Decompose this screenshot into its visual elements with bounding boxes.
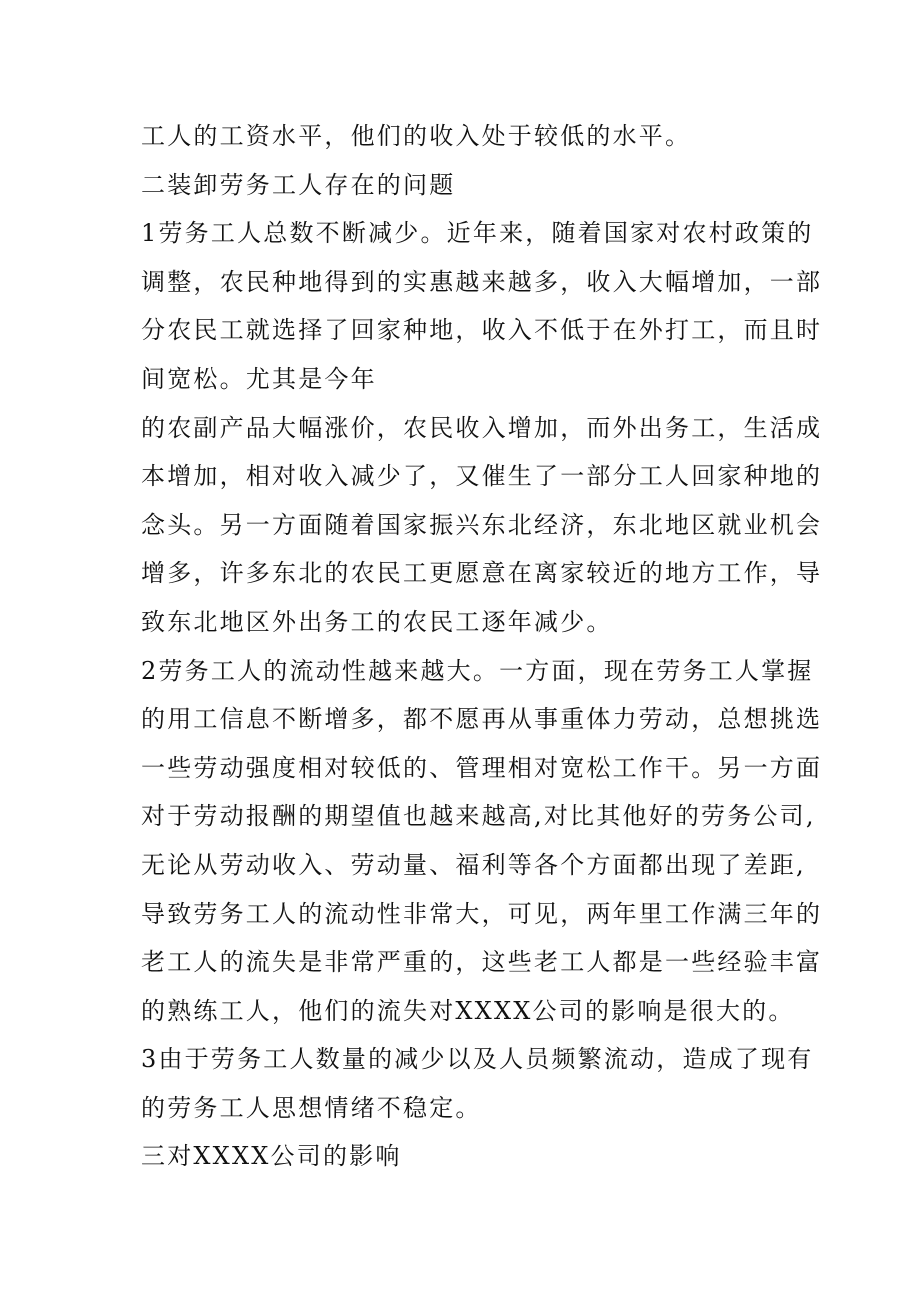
section-heading: 二装卸劳务工人存在的问题	[141, 170, 456, 199]
text-line: 的用工信息不断增多，都不愿再从事重体力劳动，总想挑选	[141, 705, 823, 734]
text-line: 间宽松。尤其是今年	[141, 364, 377, 393]
text-line: 老工人的流失是非常严重的，这些老工人都是一些经验丰富	[141, 948, 823, 977]
text-line: 2劳务工人的流动性越来越大。一方面，现在劳务工人掌握	[141, 656, 814, 685]
text-line: 增多，许多东北的农民工更愿意在离家较近的地方工作，导	[141, 559, 823, 588]
text-line: 致东北地区外出务工的农民工逐年减少。	[141, 607, 613, 636]
text-line: 1劳务工人总数不断减少。近年来，随着国家对农村政策的	[141, 219, 814, 248]
text-line: 导致劳务工人的流动性非常大，可见，两年里工作满三年的	[141, 899, 823, 928]
text-line: 一些劳动强度相对较低的、管理相对宽松工作干。另一方面	[141, 753, 823, 782]
text-line: 分农民工就选择了回家种地，收入不低于在外打工，而且时	[141, 316, 823, 345]
text-line: 本增加，相对收入减少了，又催生了一部分工人回家种地的	[141, 462, 823, 491]
text-line: 的熟练工人，他们的流失对XXXX公司的影响是很大的。	[141, 996, 795, 1025]
text-line: 3由于劳务工人数量的减少以及人员频繁流动，造成了现有	[141, 1045, 814, 1074]
text-line: 调整，农民种地得到的实惠越来越多，收入大幅增加，一部	[141, 267, 823, 296]
text-line: 对于劳动报酬的期望值也越来越高,对比其他好的劳务公司,	[141, 802, 816, 831]
document-body	[141, 112, 823, 1181]
text-line: 的农副产品大幅涨价，农民收入增加，而外出务工，生活成	[141, 413, 823, 442]
text-line: 无论从劳动收入、劳动量、福利等各个方面都出现了差距,	[141, 850, 806, 879]
text-line: 念头。另一方面随着国家振兴东北经济，东北地区就业机会	[141, 510, 823, 539]
section-heading: 三对XXXX公司的影响	[141, 1142, 402, 1171]
text-line: 工人的工资水平，他们的收入处于较低的水平。	[141, 122, 692, 150]
text-line: 的劳务工人思想情绪不稳定。	[141, 1093, 482, 1122]
